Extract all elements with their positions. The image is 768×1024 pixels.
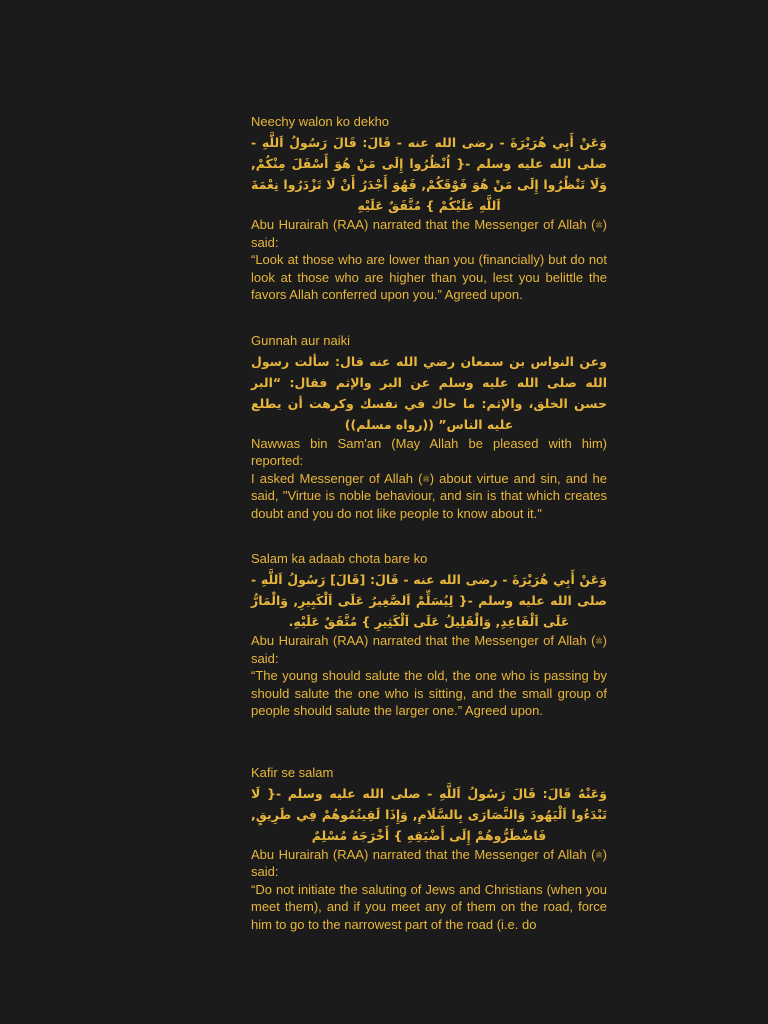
hadith-title: Gunnah aur naiki <box>251 332 351 348</box>
hadith-translation: “Do not initiate the saluting of Jews and Christians (when you meet them), and if you meet any of them on the road, force him to go to the narrowest part of the road (i.e. do <box>251 881 607 932</box>
hadith-translation <box>251 470 607 523</box>
translation-text: I asked Messenger of Allah ( <box>251 470 423 486</box>
hadith-narrator <box>251 846 607 881</box>
hadith-title: Neechy walon ko dekho <box>251 114 390 129</box>
hadith-title: Kafir se salam <box>251 764 334 780</box>
pbuh-glyph: ﷺ <box>595 851 603 859</box>
hadith-arabic-text: وَعَنْهُ قَالَ: قَالَ رَسُولُ اَللَّهِ - صلى الله عليه وسلم -{ لَا تَبْدَءُوا اَلْيَهُودَ وَالنَّصَارَى بِالسَّلَامِ, وَإِذَا لَقِيتُمُوهُمْ فِي طَرِيقٍ, فَاضْطَرُّوهُمْ إِلَى أَضْيَقِهِ } أَخْرَجَهُ مُسْلِمٌ <box>251 785 607 843</box>
narrator-text: Abu Hurairah (RAA) narrated that the Messenger of Allah ( <box>251 633 596 648</box>
hadith-entry <box>251 332 607 523</box>
pbuh-glyph: ﷺ <box>595 222 603 230</box>
hadith-narrator: Nawwas bin Sam'an (May Allah be pleased with him) reported: <box>251 435 607 468</box>
hadith-narrator <box>251 216 607 251</box>
pbuh-glyph: ﷺ <box>422 475 430 483</box>
narrator-text-end: ) said: <box>251 846 607 879</box>
narrator-text-end: ) said: <box>251 217 607 250</box>
translation-text-end: ) about virtue and sin, and he said, "Virtue is noble behaviour, and sin is that which creates doubt and you do not like people to know about it." <box>251 470 607 521</box>
hadith-title: Salam ka adaab chota bare ko <box>251 551 428 566</box>
hadith-narrator <box>251 632 607 667</box>
hadith-arabic-text: وَعَنْ أَبِي هُرَيْرَةَ - رضى الله عنه - قَالَ: [قَالَ] رَسُولُ اَللَّهِ - صلى الله عليه وسلم -{ لِيُسَلِّمْ اَلصَّغِيرُ عَلَى اَلْكَبِيرِ, وَالْمَارُّ عَلَى اَلْقَاعِدِ, وَالْقَلِيلُ عَلَى اَلْكَثِيرِ } مُتَّفَقٌ عَلَيْهِ. <box>251 572 607 629</box>
hadith-translation: “Look at those who are lower than you (financially) but do not look at those who are higher than you, lest you belittle the favors Allah conferred upon you.” Agreed upon. <box>251 252 607 302</box>
narrator-text: Abu Hurairah (RAA) narrated that the Messenger of Allah ( <box>251 846 596 862</box>
narrator-text-end: ) said: <box>251 633 607 666</box>
hadith-entry <box>251 764 607 934</box>
hadith-translation: “The young should salute the old, the one who is passing by should salute the one who is sitting, and the small group of people should salute the larger one.” Agreed upon. <box>251 668 607 718</box>
narrator-text: Abu Hurairah (RAA) narrated that the Messenger of Allah ( <box>251 217 596 232</box>
pbuh-glyph: ﷺ <box>595 638 603 646</box>
hadith-entry <box>251 113 607 304</box>
hadith-collection <box>251 113 607 933</box>
hadith-arabic-text: وَعَنْ أَبِي هُرَيْرَةَ - رضى الله عنه - قَالَ: قَالَ رَسُولُ اَللَّهِ - صلى الله عليه وسلم -{ اُنْظُرُوا إِلَى مَنْ هُوَ أَسْفَلَ مِنْكُمْ, وَلَا تَنْظُرُوا إِلَى مَنْ هُوَ فَوْقَكُمْ, فَهُوَ أَجْدَرُ أَنْ لَا تَزْدَرُوا نِعْمَةَ اَللَّهِ عَلَيْكُمْ } مُتَّفَقٌ عَلَيْهِ <box>251 135 607 213</box>
hadith-entry <box>251 550 607 720</box>
hadith-arabic-text: وعن النواس بن سمعان رضي الله عنه قال: سألت رسول الله صلى الله عليه وسلم عن البر والإثم فقال: “البر حسن الخلق، والإثم: ما حاك في نفسك وكرهت أن يطلع عليه الناس” ((رواه مسلم)) <box>251 353 607 432</box>
